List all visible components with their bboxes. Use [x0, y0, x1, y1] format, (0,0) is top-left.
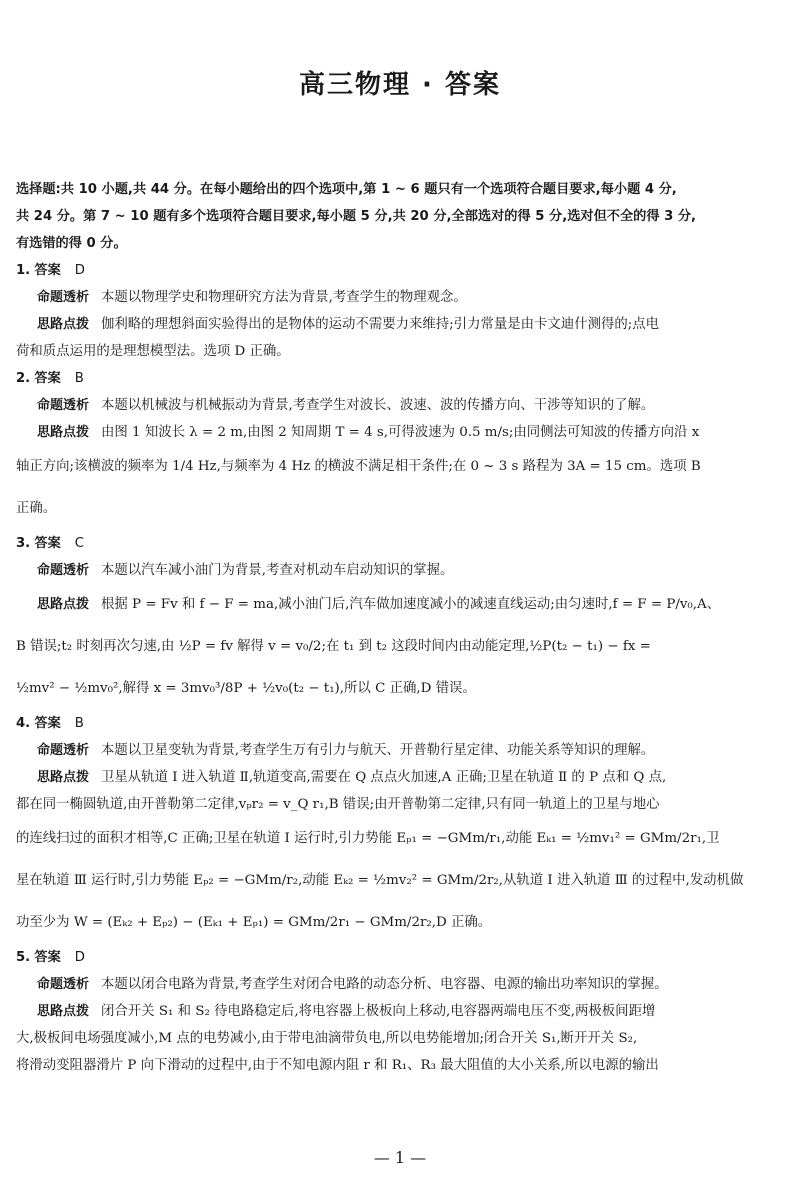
question-header: [16, 944, 784, 971]
answer-value: C: [74, 536, 84, 551]
hint-text: 闭合开关 S₁ 和 S₂ 待电路稳定后,将电容器上极板向上移动,电容器两端电压不变,两极板间距增: [101, 1004, 656, 1019]
hint-row: [16, 584, 784, 626]
question-block: [16, 365, 784, 530]
answer-label: 答案: [34, 950, 61, 965]
answer-value: D: [74, 950, 85, 965]
hint-continuation: 将滑动变阻器滑片 P 向下滑动的过程中,由于不知电源内阻 r 和 R₁、R₃ 最大阻值的大小关系,所以电源的输出: [16, 1058, 659, 1073]
question-number: 1.: [16, 263, 31, 278]
question-number: 4.: [16, 716, 31, 731]
hint-continuation: ½mv² − ½mv₀²,解得 x = 3mv₀³/8P + ½v₀(t₂ − t₁),所以 C 正确,D 错误。: [16, 681, 476, 696]
analysis-text: 本题以闭合电路为背景,考查学生对闭合电路的动态分析、电容器、电源的输出功率知识的掌握。: [101, 977, 668, 992]
page-title: 高三物理 · 答案: [299, 70, 501, 100]
answer-value: B: [74, 716, 84, 731]
hint-continuation: 功至少为 W = (Eₖ₂ + Eₚ₂) − (Eₖ₁ + Eₚ₁) = GMm/2r₁ − GMm/2r₂,D 正确。: [16, 915, 492, 930]
hint-text: 根据 P = Fv 和 f − F = ma,减小油门后,汽车做加速度减小的减速直线运动;由匀速时,f = F = P/v₀,A、: [101, 597, 721, 612]
hint-text: 由图 1 知波长 λ = 2 m,由图 2 知周期 T = 4 s,可得波速为 0.5 m/s;由同侧法可知波的传播方向沿 x: [101, 425, 700, 440]
question-block: [16, 530, 784, 710]
question-block: [16, 257, 784, 365]
question-block: [16, 944, 784, 1079]
hint-text: 卫星从轨道 Ⅰ 进入轨道 Ⅱ,轨道变高,需要在 Q 点点火加速,A 正确;卫星在轨道 Ⅱ 的 P 点和 Q 点,: [101, 770, 667, 785]
hint-continuation: 星在轨道 Ⅲ 运行时,引力势能 Eₚ₂ = −GMm/r₂,动能 Eₖ₂ = ½mv₂² = GMm/2r₂,从轨道 Ⅰ 进入轨道 Ⅲ 的过程中,发动机做: [16, 873, 744, 888]
intro-line: 共 24 分。第 7 ~ 10 题有多个选项符合题目要求,每小题 5 分,共 20 分,全部选对的得 5 分,选对但不全的得 3 分,: [16, 209, 697, 224]
analysis-text: 本题以物理学史和物理研究方法为背景,考查学生的物理观念。: [101, 290, 467, 305]
answer-value: D: [74, 263, 85, 278]
analysis-label: 命题透析: [37, 398, 90, 413]
analysis-text: 本题以机械波与机械振动为背景,考查学生对波长、波速、波的传播方向、干涉等知识的了解。: [101, 398, 655, 413]
analysis-row: [16, 737, 784, 764]
question-number: 3.: [16, 536, 31, 551]
question-number: 5.: [16, 950, 31, 965]
question-header: [16, 530, 784, 557]
intro-line: 有选错的得 0 分。: [16, 236, 127, 251]
question-header: [16, 710, 784, 737]
intro-line: 选择题:共 10 小题,共 44 分。在每小题给出的四个选项中,第 1 ~ 6 题只有一个选项符合题目要求,每小题 4 分,: [16, 182, 677, 197]
analysis-label: 命题透析: [37, 290, 90, 305]
analysis-text: 本题以汽车减小油门为背景,考查对机动车启动知识的掌握。: [101, 563, 454, 578]
hint-row: [16, 419, 784, 446]
hint-continuation: 的连线扫过的面积才相等,C 正确;卫星在轨道 Ⅰ 运行时,引力势能 Eₚ₁ = −GMm/r₁,动能 Eₖ₁ = ½mv₁² = GMm/2r₁,卫: [16, 831, 720, 846]
page-number: — 1 —: [373, 1148, 427, 1167]
hint-continuation: 轴正方向;该横波的频率为 1/4 Hz,与频率为 4 Hz 的横波不满足相干条件;在 0 ~ 3 s 路程为 3A = 15 cm。选项 B: [16, 459, 701, 474]
hint-label: 思路点拨: [37, 425, 90, 440]
analysis-row: [16, 557, 784, 584]
analysis-row: [16, 392, 784, 419]
hint-row: [16, 764, 784, 791]
hint-row: [16, 998, 784, 1025]
analysis-label: 命题透析: [37, 563, 90, 578]
analysis-label: 命题透析: [37, 743, 90, 758]
hint-row: [16, 311, 784, 338]
question-header: [16, 365, 784, 392]
hint-label: 思路点拨: [37, 597, 90, 612]
answer-content: [16, 176, 784, 1079]
answer-label: 答案: [34, 371, 61, 386]
hint-label: 思路点拨: [37, 770, 90, 785]
hint-continuation: 正确。: [16, 501, 57, 516]
hint-label: 思路点拨: [37, 1004, 90, 1019]
hint-label: 思路点拨: [37, 317, 90, 332]
question-block: [16, 710, 784, 944]
hint-continuation: 都在同一椭圆轨道,由开普勒第二定律,vₚr₂ = v_Q r₁,B 错误;由开普勒第二定律,只有同一轨道上的卫星与地心: [16, 797, 660, 812]
hint-text: 伽利略的理想斜面实验得出的是物体的运动不需要力来维持;引力常量是由卡文迪什测得的;点电: [101, 317, 660, 332]
answer-label: 答案: [34, 716, 61, 731]
answer-value: B: [74, 371, 84, 386]
hint-continuation: 大,极板间电场强度减小,M 点的电势减小,由于带电油滴带负电,所以电势能增加;闭合开关 S₁,断开开关 S₂,: [16, 1031, 638, 1046]
analysis-text: 本题以卫星变轨为背景,考查学生万有引力与航天、开普勒行星定律、功能关系等知识的理解。: [101, 743, 655, 758]
hint-continuation: B 错误;t₂ 时刻再次匀速,由 ½P = fv 解得 v = v₀/2;在 t₁ 到 t₂ 这段时间内由动能定理,½P(t₂ − t₁) − fx =: [16, 639, 651, 654]
analysis-label: 命题透析: [37, 977, 90, 992]
question-number: 2.: [16, 371, 31, 386]
answer-label: 答案: [34, 536, 61, 551]
analysis-row: [16, 971, 784, 998]
analysis-row: [16, 284, 784, 311]
question-header: [16, 257, 784, 284]
answer-label: 答案: [34, 263, 61, 278]
hint-continuation: 荷和质点运用的是理想模型法。选项 D 正确。: [16, 344, 290, 359]
